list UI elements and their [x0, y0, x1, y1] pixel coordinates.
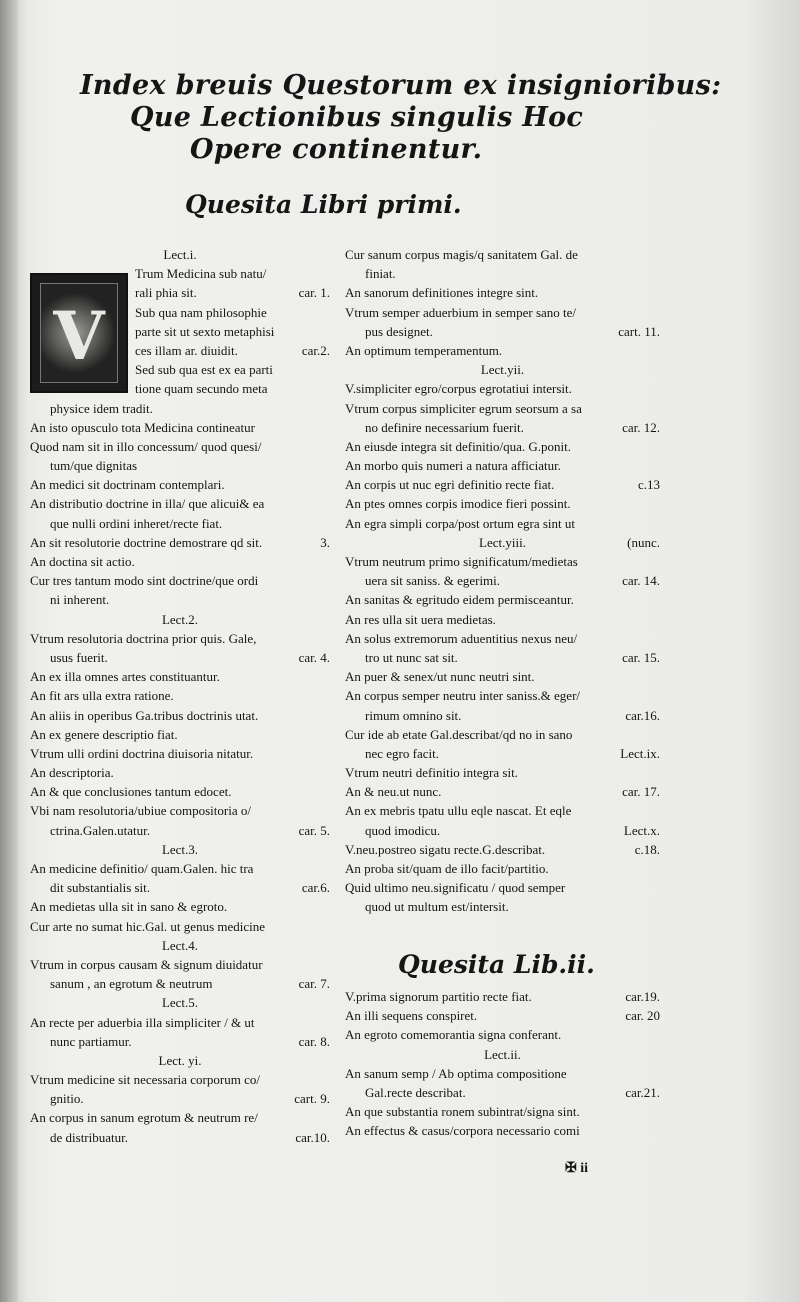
- entry-reference: car. 7.: [298, 976, 330, 992]
- entry-text: Lect.5.: [161, 995, 199, 1011]
- index-entry: [345, 437, 660, 456]
- index-entry: [345, 1025, 660, 1044]
- index-entry: [30, 514, 330, 533]
- entry-reference: c.13: [637, 477, 660, 493]
- index-entry: [30, 283, 330, 302]
- entry-text: sanum , an egrotum & neutrum: [50, 976, 213, 992]
- index-entry: [30, 533, 330, 552]
- index-entry: [345, 859, 660, 878]
- entry-text: Lect.yiii.: [479, 534, 526, 550]
- entry-text: An isto opusculo tota Medicina contineatur: [30, 419, 255, 435]
- lectio-heading: [345, 533, 660, 552]
- index-entry: [30, 686, 330, 705]
- entry-text: ni inherent.: [50, 592, 110, 608]
- entry-text: An sanitas & egritudo eidem permisceantur.: [345, 592, 574, 608]
- entry-text: An eiusde integra sit definitio/qua. G.ponit.: [345, 438, 572, 454]
- entry-text: Vtrum corpus simpliciter egrum seorsum a sa: [345, 400, 582, 416]
- index-entry: [345, 494, 660, 513]
- index-entry: [345, 1064, 660, 1083]
- entry-text: An ex genere descriptio fiat.: [30, 726, 178, 742]
- entry-text: Sed sub qua est ex ea parti: [135, 362, 273, 378]
- entry-text: Cur sanum corpus magis/q sanitatem Gal. de: [345, 247, 578, 262]
- index-entry: [30, 1089, 330, 1108]
- section-heading-libri-primi: Quesita Libri primi.: [185, 190, 462, 219]
- signature-mark: ✠ ii: [565, 1161, 589, 1176]
- entry-text: An distributio doctrine in illa/ que alicui& ea: [30, 496, 265, 512]
- index-entry: [345, 1121, 660, 1140]
- index-entry: [345, 744, 660, 763]
- entry-text: Lect. yi.: [158, 1052, 202, 1068]
- index-entry: [30, 494, 330, 513]
- index-entry: [30, 399, 330, 418]
- entry-text: Vtrum neutrum primo significatum/medietas: [345, 554, 578, 569]
- index-entry: [30, 1032, 330, 1051]
- entry-text: rali phia sit.: [135, 285, 197, 301]
- index-entry: [345, 418, 660, 437]
- decorated-initial-icon: V: [30, 273, 128, 393]
- entry-reference: Lect.ix.: [620, 745, 660, 761]
- entry-reference: Lect.x.: [623, 822, 660, 838]
- entry-text: Quid ultimo neu.significatu / quod semper: [345, 880, 566, 896]
- entry-text: An effectus & casus/corpora necessario comi: [345, 1123, 580, 1139]
- title-line-1: Index breuis Questorum ex insignioribus:: [80, 70, 722, 101]
- entry-text: An corpus in sanum egrotum & neutrum re/: [30, 1110, 258, 1126]
- entry-text: Vtrum neutri definitio integra sit.: [345, 765, 518, 781]
- entry-text: uera sit saniss. & egerimi.: [365, 573, 501, 589]
- index-entry: [30, 360, 330, 379]
- entry-text: An recte per aduerbia illa simpliciter / & ut: [30, 1014, 255, 1030]
- entry-text: An optimum temperamentum.: [345, 342, 503, 358]
- index-entry: [30, 456, 330, 475]
- index-entry: [345, 686, 660, 705]
- entry-text: An illi sequens conspiret.: [345, 1008, 478, 1024]
- entry-text: Vtrum resolutoria doctrina prior quis. Gale,: [30, 630, 257, 646]
- entry-reference: car.19.: [625, 989, 660, 1004]
- entry-text: ctrina.Galen.utatur.: [50, 822, 150, 838]
- index-entry: [30, 1070, 330, 1089]
- index-entry: [30, 917, 330, 936]
- entry-reference: c.18.: [634, 841, 660, 857]
- entry-reference: car.10.: [295, 1129, 330, 1145]
- entry-text: dit substantialis sit.: [50, 880, 151, 896]
- entry-reference: car. 17.: [622, 784, 660, 800]
- entry-text: Vbi nam resolutoria/ubiue compositoria o/: [30, 803, 251, 819]
- entry-text: An medicine definitio/ quam.Galen. hic tra: [30, 861, 254, 876]
- index-entry: [345, 706, 660, 725]
- entry-text: An sanum semp / Ab optima compositione: [345, 1065, 567, 1081]
- index-entry: [30, 801, 330, 820]
- index-entry: [30, 897, 330, 916]
- index-entry: [30, 821, 330, 840]
- entry-reference: (nunc.: [627, 534, 660, 550]
- entry-text: Vtrum in corpus causam & signum diuidatur: [30, 956, 263, 972]
- entry-text: de distribuatur.: [50, 1129, 128, 1145]
- entry-reference: car. 15.: [622, 649, 660, 665]
- entry-text: physice idem tradit.: [50, 400, 153, 416]
- entry-text: usus fuerit.: [50, 649, 108, 665]
- entry-text: An res ulla sit uera medietas.: [345, 611, 496, 627]
- page-title: [72, 70, 722, 166]
- entry-text: quod ut multum est/intersit.: [365, 899, 509, 915]
- entry-text: no definire necessarium fuerit.: [365, 419, 524, 435]
- entry-text: nec egro facit.: [365, 745, 439, 761]
- entry-text: An que substantia ronem subintrat/signa sint.: [345, 1104, 580, 1120]
- index-entry: [30, 379, 330, 398]
- left-column: [30, 245, 330, 1147]
- index-entry: [345, 782, 660, 801]
- index-entry: [30, 763, 330, 782]
- index-entry: [30, 475, 330, 494]
- index-entry: [345, 475, 660, 494]
- entry-text: An descriptoria.: [30, 765, 114, 781]
- index-entry: [345, 379, 660, 398]
- entry-text: Cur tres tantum modo sint doctrine/que ordi: [30, 573, 259, 589]
- entry-text: An proba sit/quam de illo facit/partitio.: [345, 861, 549, 876]
- index-entry: [345, 1102, 660, 1121]
- index-entry: [345, 514, 660, 533]
- lectio-heading: [30, 245, 330, 264]
- entry-text: An corpis ut nuc egri definitio recte fiat.: [345, 477, 555, 493]
- entry-text: Lect.3.: [161, 841, 199, 857]
- index-entry: [30, 418, 330, 437]
- index-entry: [30, 1013, 330, 1032]
- index-entry: [345, 245, 660, 264]
- index-entry: [345, 648, 660, 667]
- entry-reference: car. 5.: [298, 822, 330, 838]
- index-entry: [30, 264, 330, 283]
- index-entry: [345, 456, 660, 475]
- entry-reference: car. 14.: [622, 573, 660, 589]
- entry-text: parte sit ut sexto metaphisi: [135, 323, 275, 339]
- index-entry: [30, 437, 330, 456]
- entry-text: nunc partiamur.: [50, 1033, 132, 1049]
- entry-reference: car.21.: [625, 1084, 660, 1100]
- entry-text: An morbo quis numeri a natura afficiatur.: [345, 458, 562, 474]
- index-entry: [30, 744, 330, 763]
- index-entry: [30, 859, 330, 878]
- entry-reference: car.16.: [625, 707, 660, 723]
- entry-text: Lect.4.: [161, 937, 199, 953]
- lectio-heading: [30, 610, 330, 629]
- index-entry: [345, 840, 660, 859]
- index-entry: [30, 974, 330, 993]
- index-entry: [345, 1083, 660, 1102]
- entry-text: pus designet.: [365, 323, 433, 339]
- entry-text: Sub qua nam philosophie: [135, 304, 267, 320]
- entry-text: An fit ars ulla extra ratione.: [30, 688, 174, 704]
- entry-text: An corpus semper neutru inter saniss.& eger/: [345, 688, 581, 704]
- right-column: [345, 245, 660, 917]
- entry-reference: car. 20: [625, 1008, 660, 1024]
- entry-text: quod imodicu.: [365, 822, 441, 838]
- entry-reference: cart. 9.: [294, 1091, 330, 1107]
- index-entry: [30, 667, 330, 686]
- index-entry: [30, 706, 330, 725]
- index-entry: [30, 725, 330, 744]
- entry-text: finiat.: [365, 266, 396, 282]
- entry-reference: car. 12.: [622, 419, 660, 435]
- index-entry: [30, 878, 330, 897]
- entry-text: ces illam ar. diuidit.: [135, 342, 238, 358]
- entry-text: tro ut nunc sat sit.: [365, 649, 458, 665]
- entry-reference: 3.: [320, 534, 330, 550]
- index-entry: [30, 955, 330, 974]
- index-entry: [345, 552, 660, 571]
- entry-text: Quod nam sit in illo concessum/ quod quesi/: [30, 438, 262, 454]
- entry-text: An sanorum definitiones integre sint.: [345, 285, 539, 301]
- title-line-3: Opere continentur.: [190, 134, 483, 165]
- lectio-heading: [30, 993, 330, 1012]
- entry-text: An egra simpli corpa/post ortum egra sint ut: [345, 515, 575, 531]
- entry-text: An ex mebris tpatu ullu eqle nascat. Et eqle: [345, 803, 572, 819]
- lectio-heading: [345, 1045, 660, 1064]
- index-entry: [345, 801, 660, 820]
- entry-text: An egroto comemorantia signa conferant.: [345, 1027, 562, 1043]
- right-column-lib-ii: [345, 987, 660, 1141]
- entry-reference: cart. 11.: [618, 323, 660, 339]
- index-entry: [345, 283, 660, 302]
- index-entry: [30, 629, 330, 648]
- index-entry: [30, 571, 330, 590]
- index-entry: [345, 264, 660, 283]
- entry-text: An medici sit doctrinam contemplari.: [30, 477, 225, 493]
- entry-text: rimum omnino sit.: [365, 707, 462, 723]
- entry-text: Lect.2.: [161, 611, 199, 627]
- entry-text: Gal.recte describat.: [365, 1084, 466, 1100]
- entry-reference: car.6.: [301, 880, 330, 896]
- entry-text: An doctina sit actio.: [30, 554, 135, 569]
- index-entry: [345, 571, 660, 590]
- index-entry: [30, 341, 330, 360]
- lectio-heading: [30, 936, 330, 955]
- index-entry: [30, 1128, 330, 1147]
- index-entry: [345, 897, 660, 916]
- index-entry: [345, 725, 660, 744]
- index-entry: [345, 763, 660, 782]
- index-entry: [30, 1108, 330, 1127]
- entry-reference: car. 4.: [298, 649, 330, 665]
- entry-text: An ex illa omnes artes constituantur.: [30, 669, 220, 685]
- entry-text: An & neu.ut nunc.: [345, 784, 442, 800]
- entry-text: Lect.i.: [163, 247, 197, 262]
- entry-reference: car. 1.: [298, 285, 330, 301]
- index-entry: [345, 987, 660, 1006]
- entry-text: Trum Medicina sub natu/: [135, 266, 267, 282]
- section-heading-lib-ii: Quesita Lib.ii.: [398, 950, 595, 979]
- page-binding-edge: [0, 0, 18, 1302]
- index-entry: [345, 629, 660, 648]
- index-entry: [345, 878, 660, 897]
- index-entry: [30, 782, 330, 801]
- index-entry: [345, 667, 660, 686]
- index-entry: [30, 590, 330, 609]
- lectio-heading: [345, 360, 660, 379]
- entry-reference: car. 8.: [298, 1033, 330, 1049]
- entry-text: Vtrum semper aduerbium in semper sano te/: [345, 304, 577, 320]
- index-entry: [345, 821, 660, 840]
- index-entry: [30, 303, 330, 322]
- entry-text: tum/que dignitas: [50, 458, 138, 474]
- index-entry: [345, 399, 660, 418]
- index-entry: [345, 590, 660, 609]
- entry-text: Cur ide ab etate Gal.describat/qd no in sano: [345, 726, 573, 742]
- entry-text: An ptes omnes corpis imodice fieri possint.: [345, 496, 571, 512]
- entry-text: V.neu.postreo sigatu recte.G.describat.: [345, 841, 546, 857]
- index-entry: [345, 341, 660, 360]
- entry-text: An puer & senex/ut nunc neutri sint.: [345, 669, 535, 685]
- entry-text: Vtrum medicine sit necessaria corporum co/: [30, 1072, 260, 1088]
- entry-text: gnitio.: [50, 1091, 84, 1107]
- index-entry: [30, 322, 330, 341]
- index-entry: [345, 1006, 660, 1025]
- entry-text: An aliis in operibus Ga.tribus doctrinis utat.: [30, 707, 259, 723]
- index-entry: [30, 552, 330, 571]
- title-line-2: Que Lectionibus singulis Hoc: [130, 102, 584, 133]
- entry-text: Lect.yii.: [480, 362, 525, 378]
- entry-text: Vtrum ulli ordini doctrina diuisoria nitatur.: [30, 745, 254, 761]
- entry-text: An sit resolutorie doctrine demostrare qd sit.: [30, 534, 263, 550]
- entry-text: Cur arte no sumat hic.Gal. ut genus medicine: [30, 918, 266, 934]
- entry-text: An solus extremorum aduentitius nexus neu/: [345, 630, 578, 646]
- entry-text: An medietas ulla sit in sano & egroto.: [30, 899, 228, 915]
- entry-reference: car.2.: [301, 342, 330, 358]
- entry-text: que nulli ordini inheret/recte fiat.: [50, 515, 223, 531]
- lectio-heading: [30, 1051, 330, 1070]
- entry-text: V.simpliciter egro/corpus egrotatiui intersit.: [345, 381, 572, 397]
- index-entry: [345, 610, 660, 629]
- entry-text: V.prima signorum partitio recte fiat.: [345, 989, 532, 1004]
- index-entry: [345, 322, 660, 341]
- entry-text: An & que conclusiones tantum edocet.: [30, 784, 232, 800]
- entry-text: Lect.ii.: [484, 1046, 521, 1062]
- index-entry: [345, 303, 660, 322]
- lectio-heading: [30, 840, 330, 859]
- index-entry: [30, 648, 330, 667]
- entry-text: tione quam secundo meta: [135, 381, 268, 397]
